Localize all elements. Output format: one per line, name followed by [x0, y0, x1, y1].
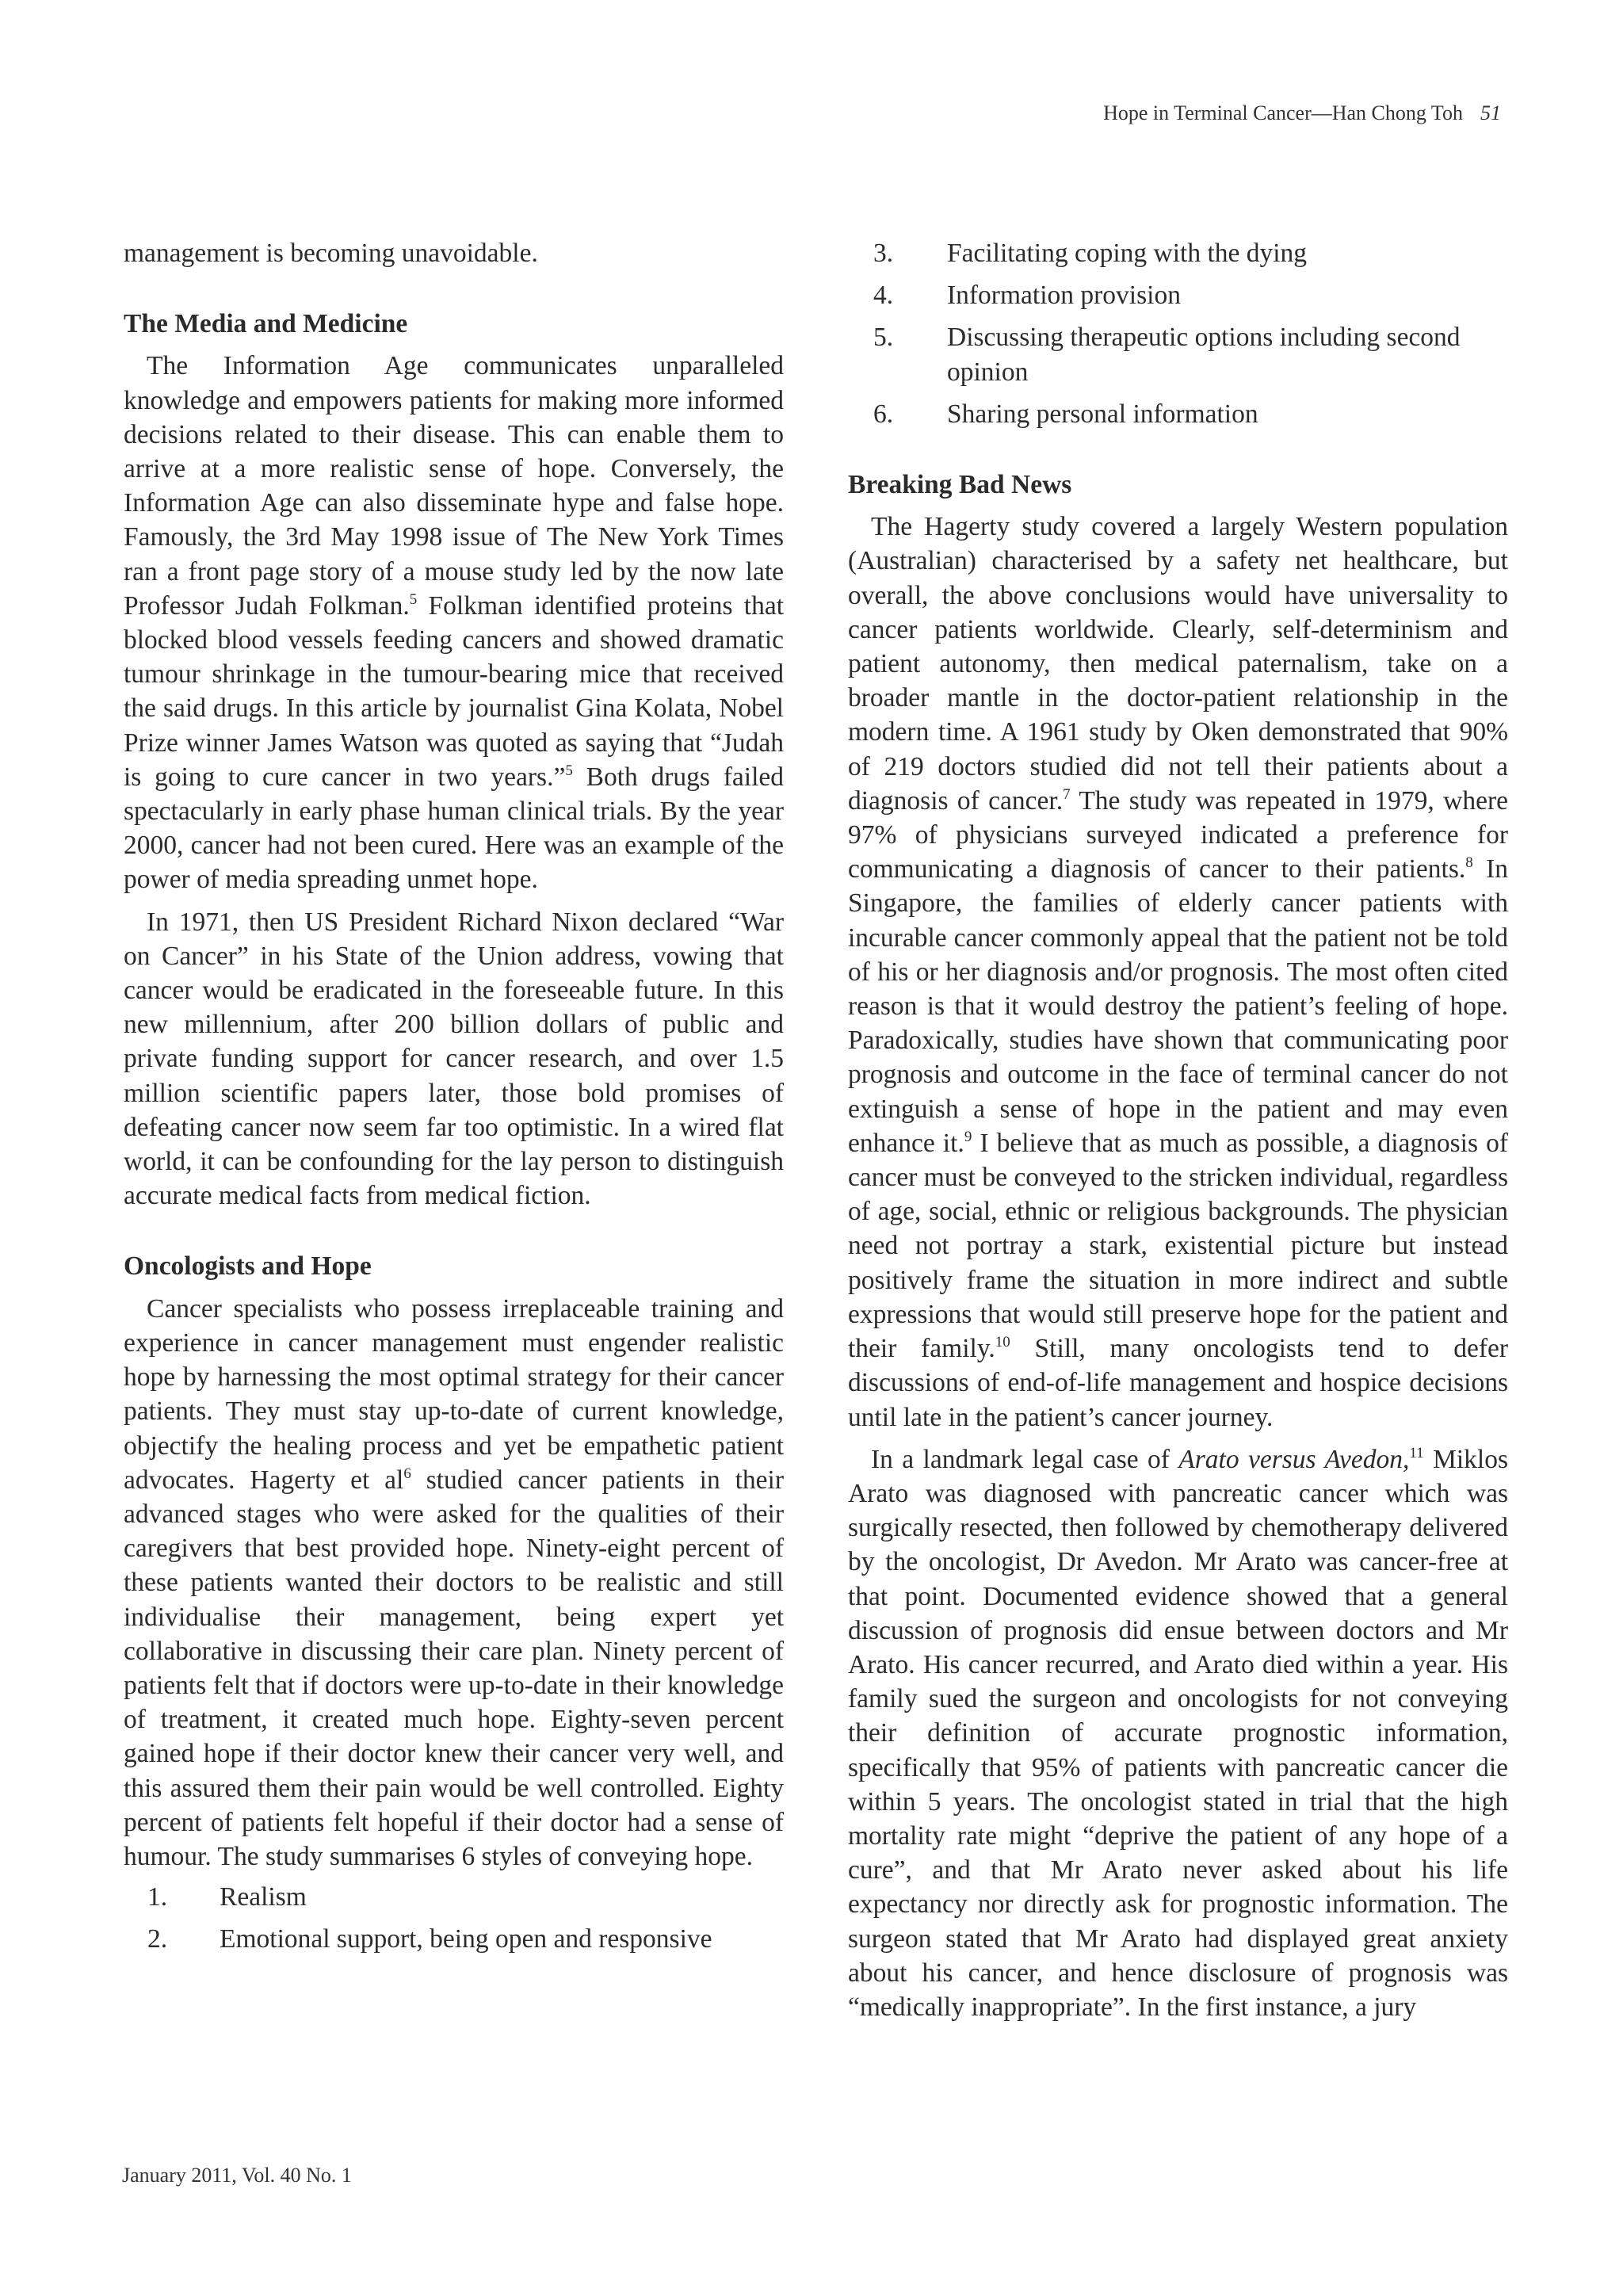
paragraph-continued: management is becoming unavoidable.: [124, 239, 538, 268]
citation-6: 6: [403, 1465, 411, 1482]
paragraph-media-2: In 1971, then US President Richard Nixon declared “War on Cancer” in his State of the Union address, vowing that cancer would be eradicated in the foreseeable future. In this new millennium, after 200 billion dollars of public and private funding support for cancer research, and over 1.5 million scientific papers later, those bold promises of defeating cancer now seem far too optimistic. In a wired flat world, it can be confounding for the lay person to distinguish accurate medical facts from medical fiction.: [124, 907, 784, 1211]
hope-styles-list: [124, 1880, 784, 1956]
paragraph-media-1: The Information Age communicates unparalleled knowledge and empowers patients for making more informed decisions related to their disease. This can enable them to arrive at a more realistic sense of hope. Conversely, the Information Age can also disseminate hype and false hope. Famously, the 3rd May 1998 issue of The New York Times ran a front page story of a mouse study led by the now late Professor Judah Folkman.$^5$ Folkman identified proteins that blocked blood vessels feeding cancers and showed dramatic tumour shrinkage in the tumour-bearing mice that received the said drugs. In this article by journalist Gina Kolata, Nobel Prize winner James Watson was quoted as saying that “Judah is going to cure cancer in two years.”$^5$ Both drugs failed spectacularly in early phase human clinical trials. By the year 2000, cancer had not been cured. Here was an example of the power of media spreading unmet hope.: [124, 351, 785, 895]
list-item: 6. Sharing personal information: [873, 399, 1258, 429]
citation-11: 11: [1409, 1444, 1424, 1461]
hope-styles-list-continued: [848, 236, 1508, 431]
list-item: 5. Discussing therapeutic options including second opinion: [873, 323, 1461, 387]
case-name: Arato versus Avedon,: [1178, 1444, 1410, 1474]
running-head: [1103, 101, 1501, 125]
heading-media-and-medicine: The Media and Medicine: [124, 309, 408, 339]
left-column: [124, 236, 784, 1965]
paragraph-bad-news-1: The Hagerty study covered a largely Western population (Australian) characterised by a safety net healthcare, but overall, the above conclusions would have universality to cancer patients worldwide. Clearly, self-determinism and patient autonomy, then medical paternalism, take on a broader mantle in the doctor-patient relationship in the modern time. A 1961 study by Oken demonstrated that 90% of 219 doctors studied did not tell their patients about a diagnosis of cancer.$^7$ The study was repeated in 1979, where 97% of physicians surveyed indicated a preference for communicating a diagnosis of cancer to their patients.$^8$ In Singapore, the families of elderly cancer patients with incurable cancer commonly appeal that the patient not be told of his or her diagnosis and/or prognosis. The most often cited reason is that it would destroy the patient’s feeling of hope. Paradoxically, studies have shown that communicating poor prognosis and outcome in the face of terminal cancer do not extinguish a sense of hope in the patient and may even enhance it.$^9$ I believe that as much as possible, a diagnosis of cancer must be conveyed to the stricken individual, regardless of age, social, ethnic or religious backgrounds. The physician need not portray a stark, existential picture but instead positively frame the situation in more indirect and subtle expressions that would still preserve hope for the patient and their family.$^{10}$ Still, many oncologists tend to defer discussions of end-of-life management and hospice decisions until late in the patient’s cancer journey.: [848, 512, 1508, 1432]
heading-breaking-bad-news: Breaking Bad News: [848, 470, 1072, 500]
citation-9: 9: [964, 1128, 972, 1145]
list-item: 4. Information provision: [873, 281, 1181, 311]
paragraph-oncologists-1: Cancer specialists who possess irreplaceable training and experience in cancer management must engender realistic hope by harnessing the most optimal strategy for their cancer patients. They must stay up-to-date of current knowledge, objectify the healing process and yet be empathetic patient advocates. Hagerty et $al^6$ studied cancer patients in their advanced stages who were asked for the qualities of their caregivers that best provided hope. Ninety-eight percent of these patients wanted their doctors to be realistic and still individualise their management, being expert yet collaborative in discussing their care plan. Ninety percent of patients felt that if doctors were up-to-date in their knowledge of treatment, it created much hope. Eighty-seven percent gained hope if their doctor knew their cancer very well, and this assured them their pain would be well controlled. Eighty percent of patients felt hopeful if their doctor had a sense of humour. The study summarises 6 styles of conveying hope.: [124, 1293, 784, 1871]
running-title: Hope in Terminal Cancer—Han Chong Toh: [1103, 101, 1463, 124]
journal-issue-footer: January 2011, Vol. 40 No. 1: [122, 2164, 352, 2187]
heading-oncologists-and-hope: Oncologists and Hope: [124, 1251, 372, 1282]
citation-10: 10: [995, 1334, 1010, 1351]
list-item: 3. Facilitating coping with the dying: [873, 239, 1308, 268]
paragraph-arato-case: In a landmark legal case of Arato versus Avedon,$^{11}$ Miklos Arato was diagnosed with pancreatic cancer which was surgically resected, then followed by chemotherapy delivered by the oncologist, Dr Avedon. Mr Arato was cancer-free at that point. Documented evidence showed that a general discussion of prognosis did ensue between doctors and Mr Arato. His cancer recurred, and Arato died within a year. His family sued the surgeon and oncologists for not conveying their definition of accurate prognostic information, specifically that 95% of patients with pancreatic cancer die within 5 years. The oncologist stated in trial that the high mortality rate might “deprive the patient of any hope of a cure”, and that Mr Arato never asked about his life expectancy nor directly ask for prognostic information. The surgeon stated that Mr Arato had displayed great anxiety about his cancer, and hence disclosure of prognosis was “medically inappropriate”. In the first instance, a jury: [848, 1444, 1509, 2022]
page-number: 51: [1480, 101, 1501, 124]
citation-5: 5: [565, 762, 573, 779]
citation-7: 7: [1063, 785, 1071, 803]
citation-8: 8: [1465, 854, 1473, 872]
right-column: [848, 236, 1508, 2024]
citation-5: 5: [409, 590, 418, 608]
list-item: 2. Emotional support, being open and responsive: [147, 1924, 712, 1954]
list-item: 1. Realism: [147, 1882, 307, 1912]
